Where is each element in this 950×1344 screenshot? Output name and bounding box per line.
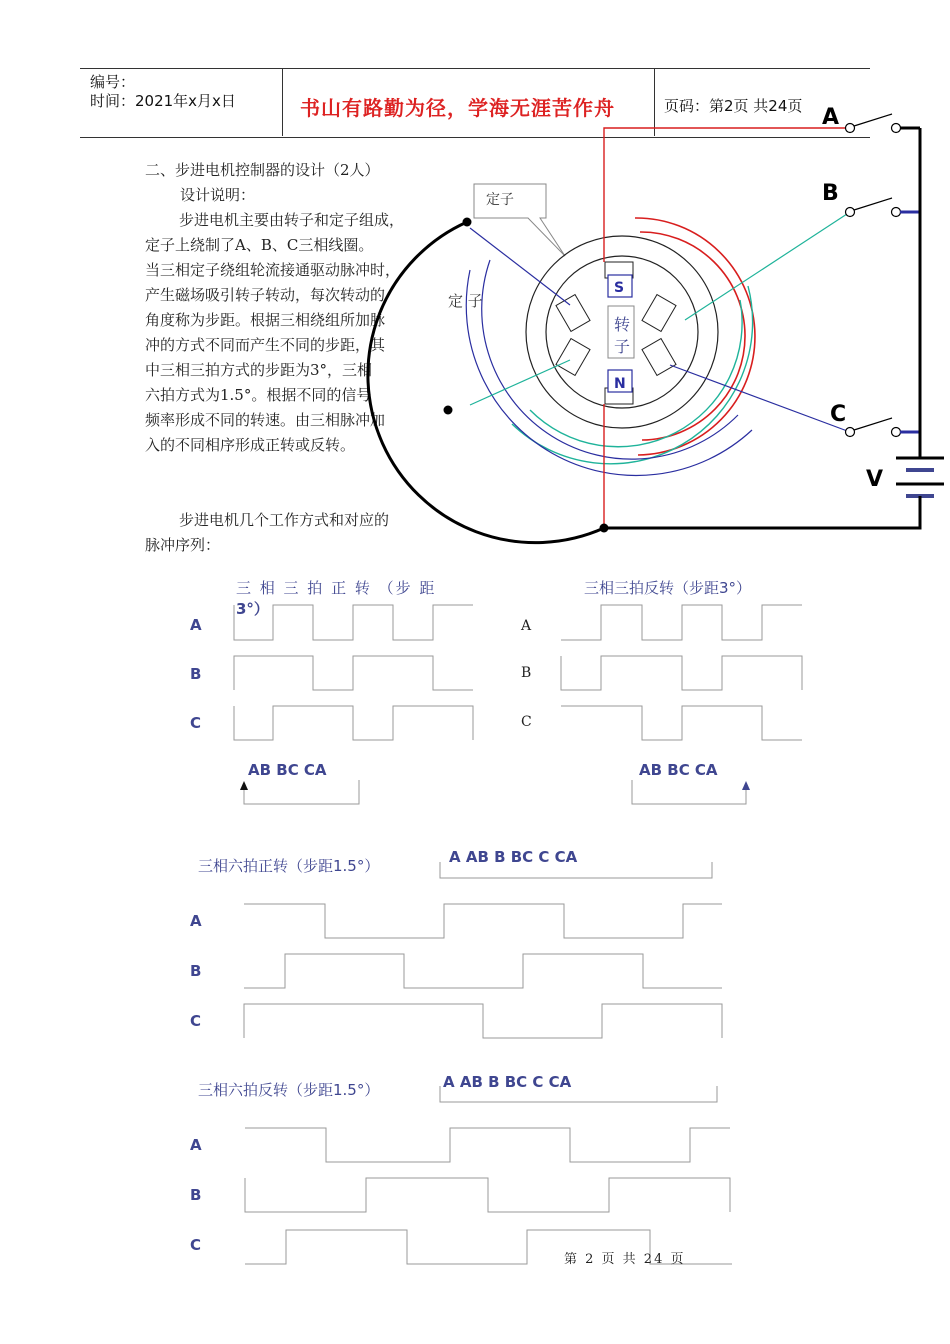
three-rev-wave-c — [561, 706, 802, 740]
six-fwd-sequence: A AB B BC C CA — [449, 848, 578, 866]
stator-callout-text: 定子 — [486, 192, 514, 208]
paragraph-line: 六拍方式为1.5°。根据不同的信号 — [145, 386, 372, 404]
six-rev-title: 三相六拍反转（步距1.5°） — [198, 1081, 380, 1099]
three-rev-label-b: B — [521, 665, 532, 681]
paragraph-line: 产生磁场吸引转子转动，每次转动的 — [145, 286, 386, 304]
three-fwd-title-2: 3°） — [236, 600, 269, 618]
three-fwd-label-a: A — [190, 616, 202, 634]
rotor-text-1: 转 — [614, 315, 631, 334]
section-title: 二、步进电机控制器的设计（2人） — [145, 161, 380, 179]
three-fwd-label-c: C — [190, 714, 202, 732]
six-rev-bracket — [440, 1086, 717, 1102]
three-rev-label-c: C — [521, 714, 532, 730]
time-label: 时间：2021年x月x日 — [90, 92, 236, 110]
three-fwd-wave-c — [234, 706, 473, 740]
six-fwd-title: 三相六拍正转（步距1.5°） — [198, 857, 380, 875]
modes-line: 步进电机几个工作方式和对应的 — [179, 511, 390, 529]
battery-label: V — [866, 467, 884, 492]
three-fwd-sequence: AB BC CA — [248, 761, 327, 779]
page-info: 页码：第2页 共24页 — [664, 97, 803, 115]
paragraph-line: 当三相定子绕组轮流接通驱动脉冲时， — [145, 261, 401, 279]
six-rev-wave-a — [245, 1128, 730, 1162]
three-rev-title: 三相三拍反转（步距3°） — [584, 579, 752, 597]
pole-s-text: S — [614, 280, 625, 296]
six-fwd-label-b: B — [190, 962, 202, 980]
three-rev-wave-a — [561, 605, 802, 640]
header-motto: 书山有路勤为径，学海无涯苦作舟 — [300, 96, 615, 120]
paragraph-line: 中三相三拍方式的步距为3°，三相 — [145, 361, 373, 379]
three-fwd-bracket — [244, 780, 359, 804]
pole-n-text: N — [614, 376, 626, 392]
switch-a-label: A — [822, 105, 840, 130]
six-fwd-wave-a — [244, 904, 722, 938]
three-rev-wave-b — [561, 656, 802, 690]
six-rev-sequence: A AB B BC C CA — [443, 1073, 572, 1091]
paragraph-line: 入的不同相序形成正转或反转。 — [145, 436, 356, 454]
three-fwd-wave-b — [234, 656, 473, 690]
three-rev-label-a: A — [521, 618, 532, 634]
stator-label: 定 子 — [448, 292, 483, 310]
paragraph-line: 角度称为步距。根据三相绕组所加脉 — [145, 311, 386, 329]
paragraph-line: 冲的方式不同而产生不同的步距，其 — [145, 336, 386, 354]
three-fwd-wave-a — [234, 605, 473, 640]
section-subtitle: 设计说明： — [180, 186, 256, 204]
six-fwd-wave-b — [244, 954, 722, 988]
paragraph-line: 步进电机主要由转子和定子组成， — [179, 211, 405, 229]
three-rev-sequence: AB BC CA — [639, 761, 718, 779]
six-fwd-wave-c — [244, 1004, 722, 1038]
three-fwd-label-b: B — [190, 665, 202, 683]
number-label: 编号： — [90, 73, 136, 91]
arrow-up-icon — [240, 781, 248, 790]
modes-line: 脉冲序列： — [145, 536, 221, 554]
page-footer: 第 2 页 共 24 页 — [564, 1252, 686, 1267]
arrow-up-icon — [742, 781, 750, 790]
six-rev-wave-b — [245, 1178, 730, 1212]
three-fwd-title-1: 三 相 三 拍 正 转 （步 距 — [236, 579, 437, 597]
paragraph-line: 定子上绕制了A、B、C三相线圈。 — [145, 236, 374, 254]
six-rev-label-a: A — [190, 1136, 202, 1154]
switch-b-label: B — [822, 181, 839, 206]
paragraph-line: 频率形成不同的转速。由三相脉冲加 — [145, 411, 386, 429]
three-rev-bracket — [632, 780, 746, 804]
six-fwd-label-c: C — [190, 1012, 202, 1030]
six-fwd-label-a: A — [190, 912, 202, 930]
six-rev-label-b: B — [190, 1186, 202, 1204]
six-fwd-bracket — [440, 862, 712, 878]
switch-c-label: C — [830, 402, 847, 427]
six-rev-label-c: C — [190, 1236, 202, 1254]
rotor-text-2: 子 — [614, 337, 631, 356]
